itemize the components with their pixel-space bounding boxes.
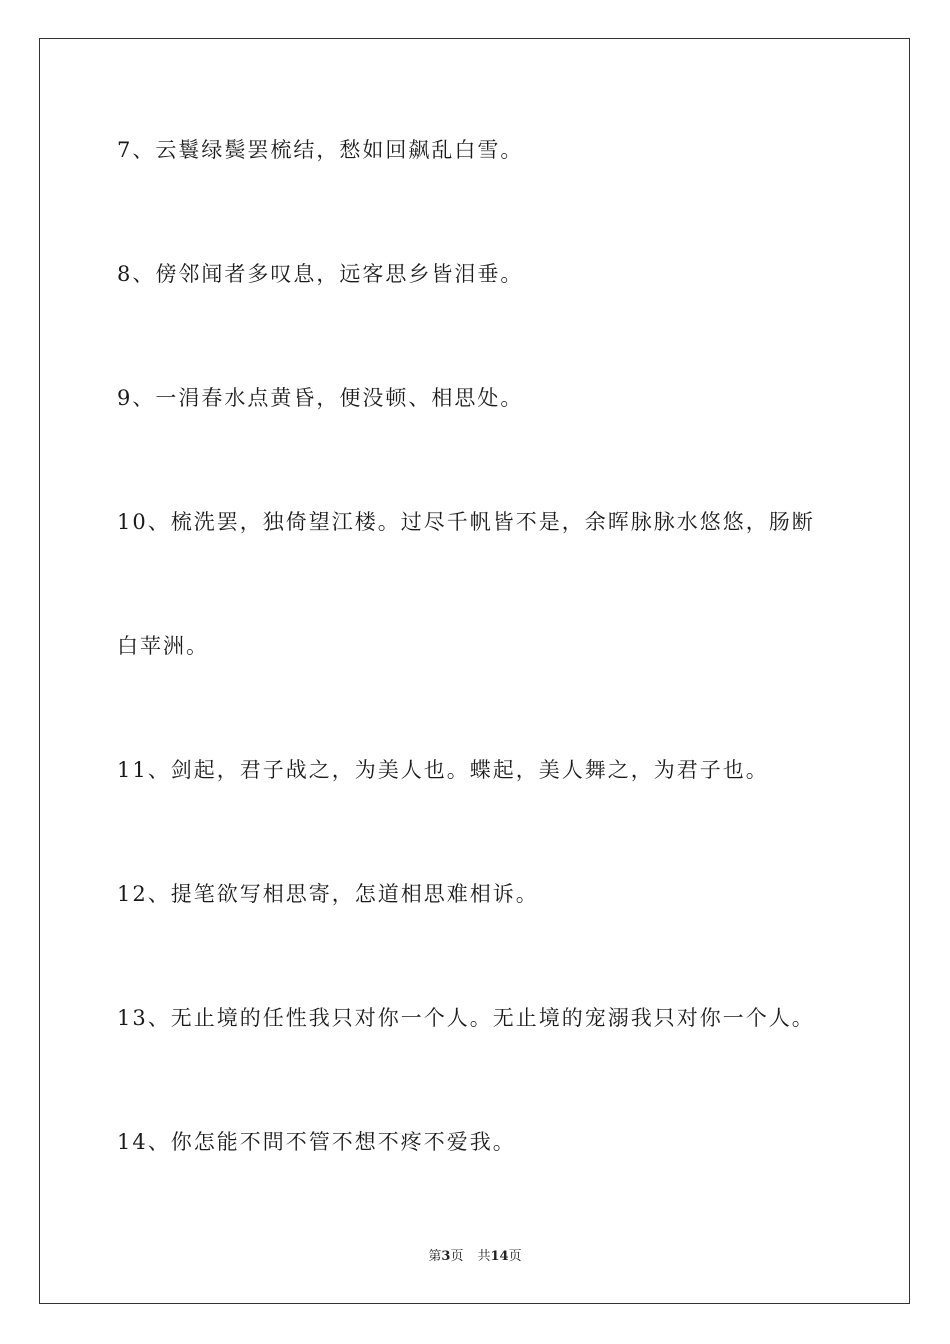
page-border xyxy=(39,38,910,1304)
page-suffix: 页 xyxy=(450,1249,464,1264)
text-line: 8、傍邻闻者多叹息，远客思乡皆泪垂。 xyxy=(117,262,524,286)
text-line: 7、云鬟绿鬓罢梳结，愁如回飙乱白雪。 xyxy=(117,138,524,162)
text-line: 12、提笔欲写相思寄，怎道相思难相诉。 xyxy=(117,882,539,906)
text-line: 14、你怎能不問不管不想不疼不爱我。 xyxy=(117,1130,516,1154)
page-prefix: 第 xyxy=(428,1249,442,1264)
total-suffix: 页 xyxy=(508,1249,522,1264)
total-pages: 14 xyxy=(490,1249,509,1264)
page-footer xyxy=(0,1248,950,1266)
text-line: 白苹洲。 xyxy=(117,634,209,658)
text-line: 9、一涓春水点黄昏，便没顿、相思处。 xyxy=(117,386,524,410)
page-number: 3 xyxy=(441,1249,451,1264)
total-prefix: 共 xyxy=(477,1249,491,1264)
text-line: 13、无止境的任性我只对你一个人。无止境的宠溺我只对你一个人。 xyxy=(117,1006,815,1030)
text-line: 11、剑起，君子战之，为美人也。蝶起，美人舞之，为君子也。 xyxy=(117,758,769,782)
text-line: 10、梳洗罢，独倚望江楼。过尽千帆皆不是，余晖脉脉水悠悠，肠断 xyxy=(117,510,815,534)
